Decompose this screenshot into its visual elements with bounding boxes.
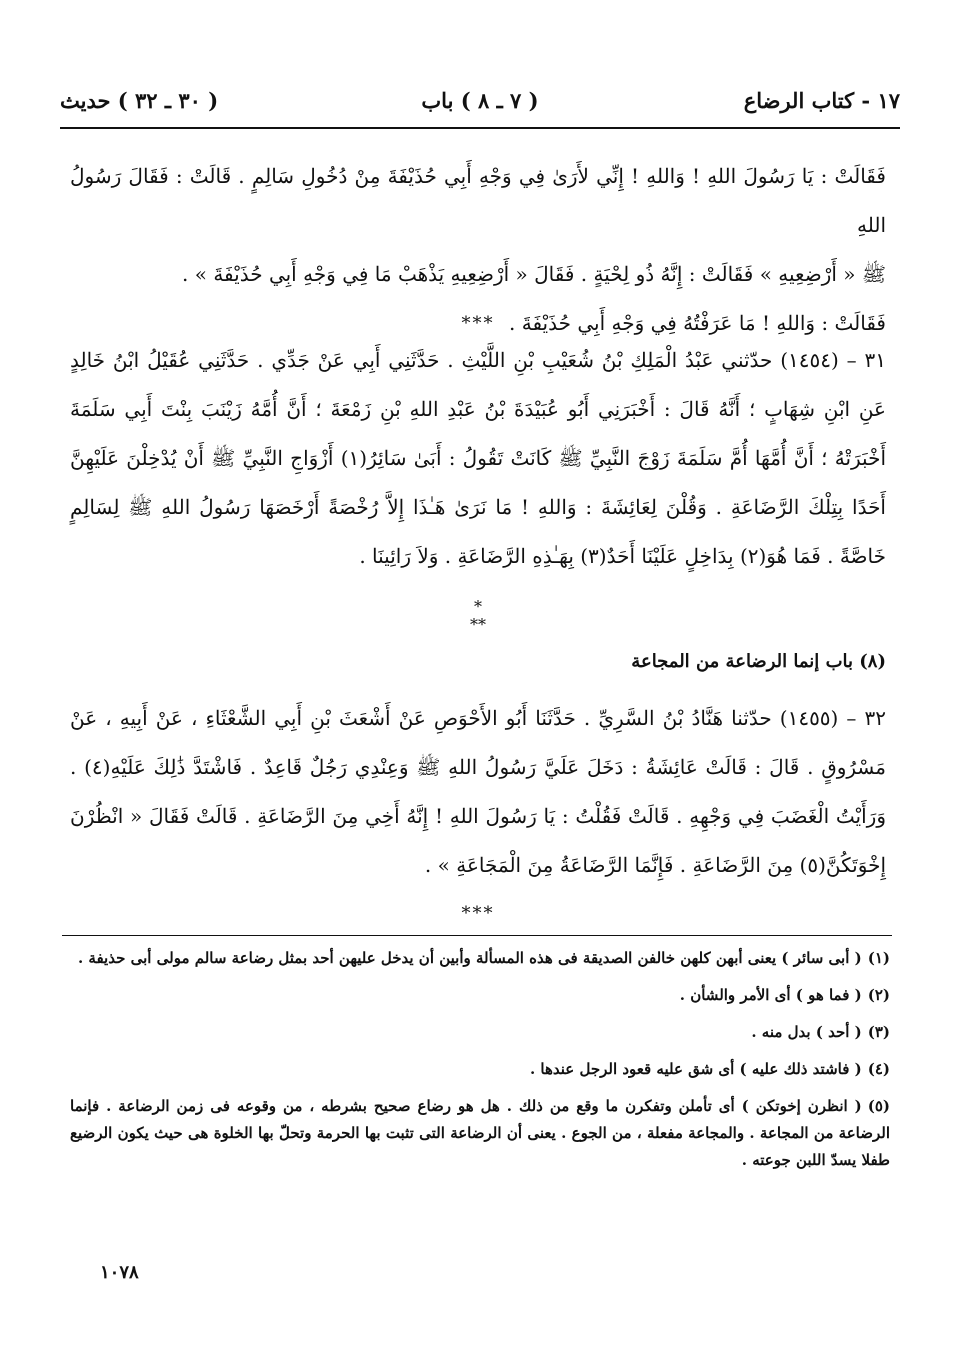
footnote-text: ( انظرن إخوتكن ) أى تأملن وتفكرن ما وقع من ذلك . هل هو رضاع صحيح بشرطه ، من وقوعه فى زمن الرضاعة . فإنما الرضاعة من المجاعة . والمجاعة مفعلة ، من الجوع . يعنى أن الرضاعة التى تثبت بها الحرمة وتحلّ بها الخلوة هى حيث يكون الرضيع طفلا يسدّ اللبن جوعته . xyxy=(70,1097,890,1169)
footnote-number: (١) xyxy=(867,949,890,967)
footnote-rule xyxy=(62,935,892,936)
footnotes xyxy=(70,945,890,1184)
page-number: ١٠٧٨ xyxy=(100,1262,139,1283)
chapter-heading: (٨) باب إنما الرضاعة من المجاعة xyxy=(631,651,886,672)
hadith-32 xyxy=(70,694,886,890)
header-hadith-range: ( ٣٠ ـ ٣٢ ) حديث xyxy=(60,88,219,113)
separator-small xyxy=(0,598,956,634)
text-line: ﷺ « أَرْضِعِيهِ » فَقَالَتْ : إِنَّهُ ذُو لِحْيَةٍ . فَقَالَ « أَرْضِعِيهِ يَذْهَبْ مَا فِي وَجْهِ أَبِي حُذَيْفَةَ » . xyxy=(182,262,886,286)
separator-top: * xyxy=(474,597,482,616)
hadith-31 xyxy=(70,336,886,581)
text-line: فَقَالَتْ : يَا رَسُولَ اللهِ ! وَاللهِ ! إِنِّي لأَرَىٰ فِي وَجْهِ أَبِي حُذَيْفَةَ مِنْ دُخُولِ سَالِمٍ . قَالَتْ : فَقَالَ رَسُولُ اللهِ xyxy=(70,164,886,237)
chapter-heading-block xyxy=(70,642,886,682)
footnote xyxy=(70,1093,890,1174)
footnote-text: ( فاشتد ذلك عليه ) أى شق عليه قعود الرجل عندها . xyxy=(529,1060,862,1078)
hadith-32-text: ٣٢ – (١٤٥٥) حدّثنا هَنَّادُ بْنُ السَّرِيِّ . حَدَّثَنَا أَبُو الأَحْوَصِ عَنْ أَشْعَثَ بْنِ أَبِي الشَّعْثَاءِ ، عَنْ أَبِيهِ ، عَنْ مَسْرُوقٍ . قَالَ : قَالَتْ عَائِشَةُ : دَخَلَ عَلَيَّ رَسُولُ اللهِ ﷺ وَعِنْدِي رَجُلٌ قَاعِدٌ . فَاشْتَدَّ ذَٰلِكَ عَلَيْهِ(٤) . وَرَأَيْتُ الْغَضَبَ فِي وَجْهِهِ . قَالَتْ فَقُلْتُ : يَا رَسُولَ اللهِ ! إِنَّهُ أَخِي مِنَ الرَّضَاعَةِ . قَالَتْ فَقَالَ « انْظُرْنَ إِخْوَتَكُنَّ(٥) مِنَ الرَّضَاعَةِ . فَإِنَّمَا الرَّضَاعَةُ مِنَ الْمَجَاعَةِ » . xyxy=(70,706,886,877)
footnote-number: (٣) xyxy=(867,1023,890,1041)
footnote-text: ( أبى سائر ) يعنى أبهن كلهن خالفن الصديقة فى هذه المسألة وأبين أن يدخل عليهن أحد بمثل رضاعة سالم مولى أبى حذيفة . xyxy=(77,949,862,967)
footnote-number: (٢) xyxy=(867,986,890,1004)
footnote-text: ( أحد ) بدل منه . xyxy=(751,1023,862,1041)
separator: *** xyxy=(461,313,495,334)
separator-end: *** xyxy=(461,903,495,924)
running-header xyxy=(60,80,900,124)
footnote-number: (٤) xyxy=(867,1060,890,1078)
footnote-text: ( فما هو ) أى الأمر والشأن . xyxy=(679,986,862,1004)
header-chapter: ١٧ - كتاب الرضاع xyxy=(743,88,900,113)
footnote xyxy=(70,1019,890,1046)
footnote-number: (٥) xyxy=(867,1097,890,1115)
text-line: فَقَالَتْ : وَاللهِ ! مَا عَرَفْتُهُ فِي وَجْهِ أَبِي حُذَيْفَةَ . xyxy=(509,311,886,335)
separator-bottom: ** xyxy=(470,615,486,634)
hadith-31-text: ٣١ – (١٤٥٤) حدّثني عَبْدُ الْمَلِكِ بْنُ شُعَيْبِ بْنِ اللَّيْثِ . حَدَّثَنِي أَبِي عَنْ جَدِّي . حَدَّثَنِي عُقَيْلُ ابْنُ خَالِدٍ عَنِ ابْنِ شِهَابٍ ؛ أَنَّهُ قَالَ : أَخْبَرَنِي أَبُو عُبَيْدَةَ بْنُ عَبْدِ اللهِ بْنِ زَمْعَةَ ؛ أَنَّ أُمَّهُ زَيْنَبَ بِنْتَ أَبِي سَلَمَةَ أَخْبَرَتْهُ ؛ أَنَّ أُمَّهَا أُمَّ سَلَمَةَ زَوْجَ النَّبِيِّ ﷺ كَانَتْ تَقُولُ : أَبَىٰ سَائِرُ(١) أَزْوَاجِ النَّبِيِّ ﷺ أَنْ يُدْخِلْنَ عَلَيْهِنَّ أَحَدًا بِتِلْكَ الرَّضَاعَةِ . وَقُلْنَ لِعَائِشَةَ : وَاللهِ ! مَا نَرَىٰ هَـٰذَا إِلاَّ رُخْصَةً أَرْخَصَهَا رَسُولُ اللهِ ﷺ لِسَالِمٍ خَاصَّةً . فَمَا هُوَ(٢) بِدَاخِلٍ عَلَيْنَا أَحَدٌ(٣) بِهَـٰذِهِ الرَّضَاعَةِ . وَلاَ رَائِينَا . xyxy=(70,348,886,568)
header-rule xyxy=(60,127,900,129)
footnote xyxy=(70,982,890,1009)
header-chapters-range: ( ٧ ـ ٨ ) باب xyxy=(421,88,539,113)
footnote xyxy=(70,1056,890,1083)
footnote xyxy=(70,945,890,972)
